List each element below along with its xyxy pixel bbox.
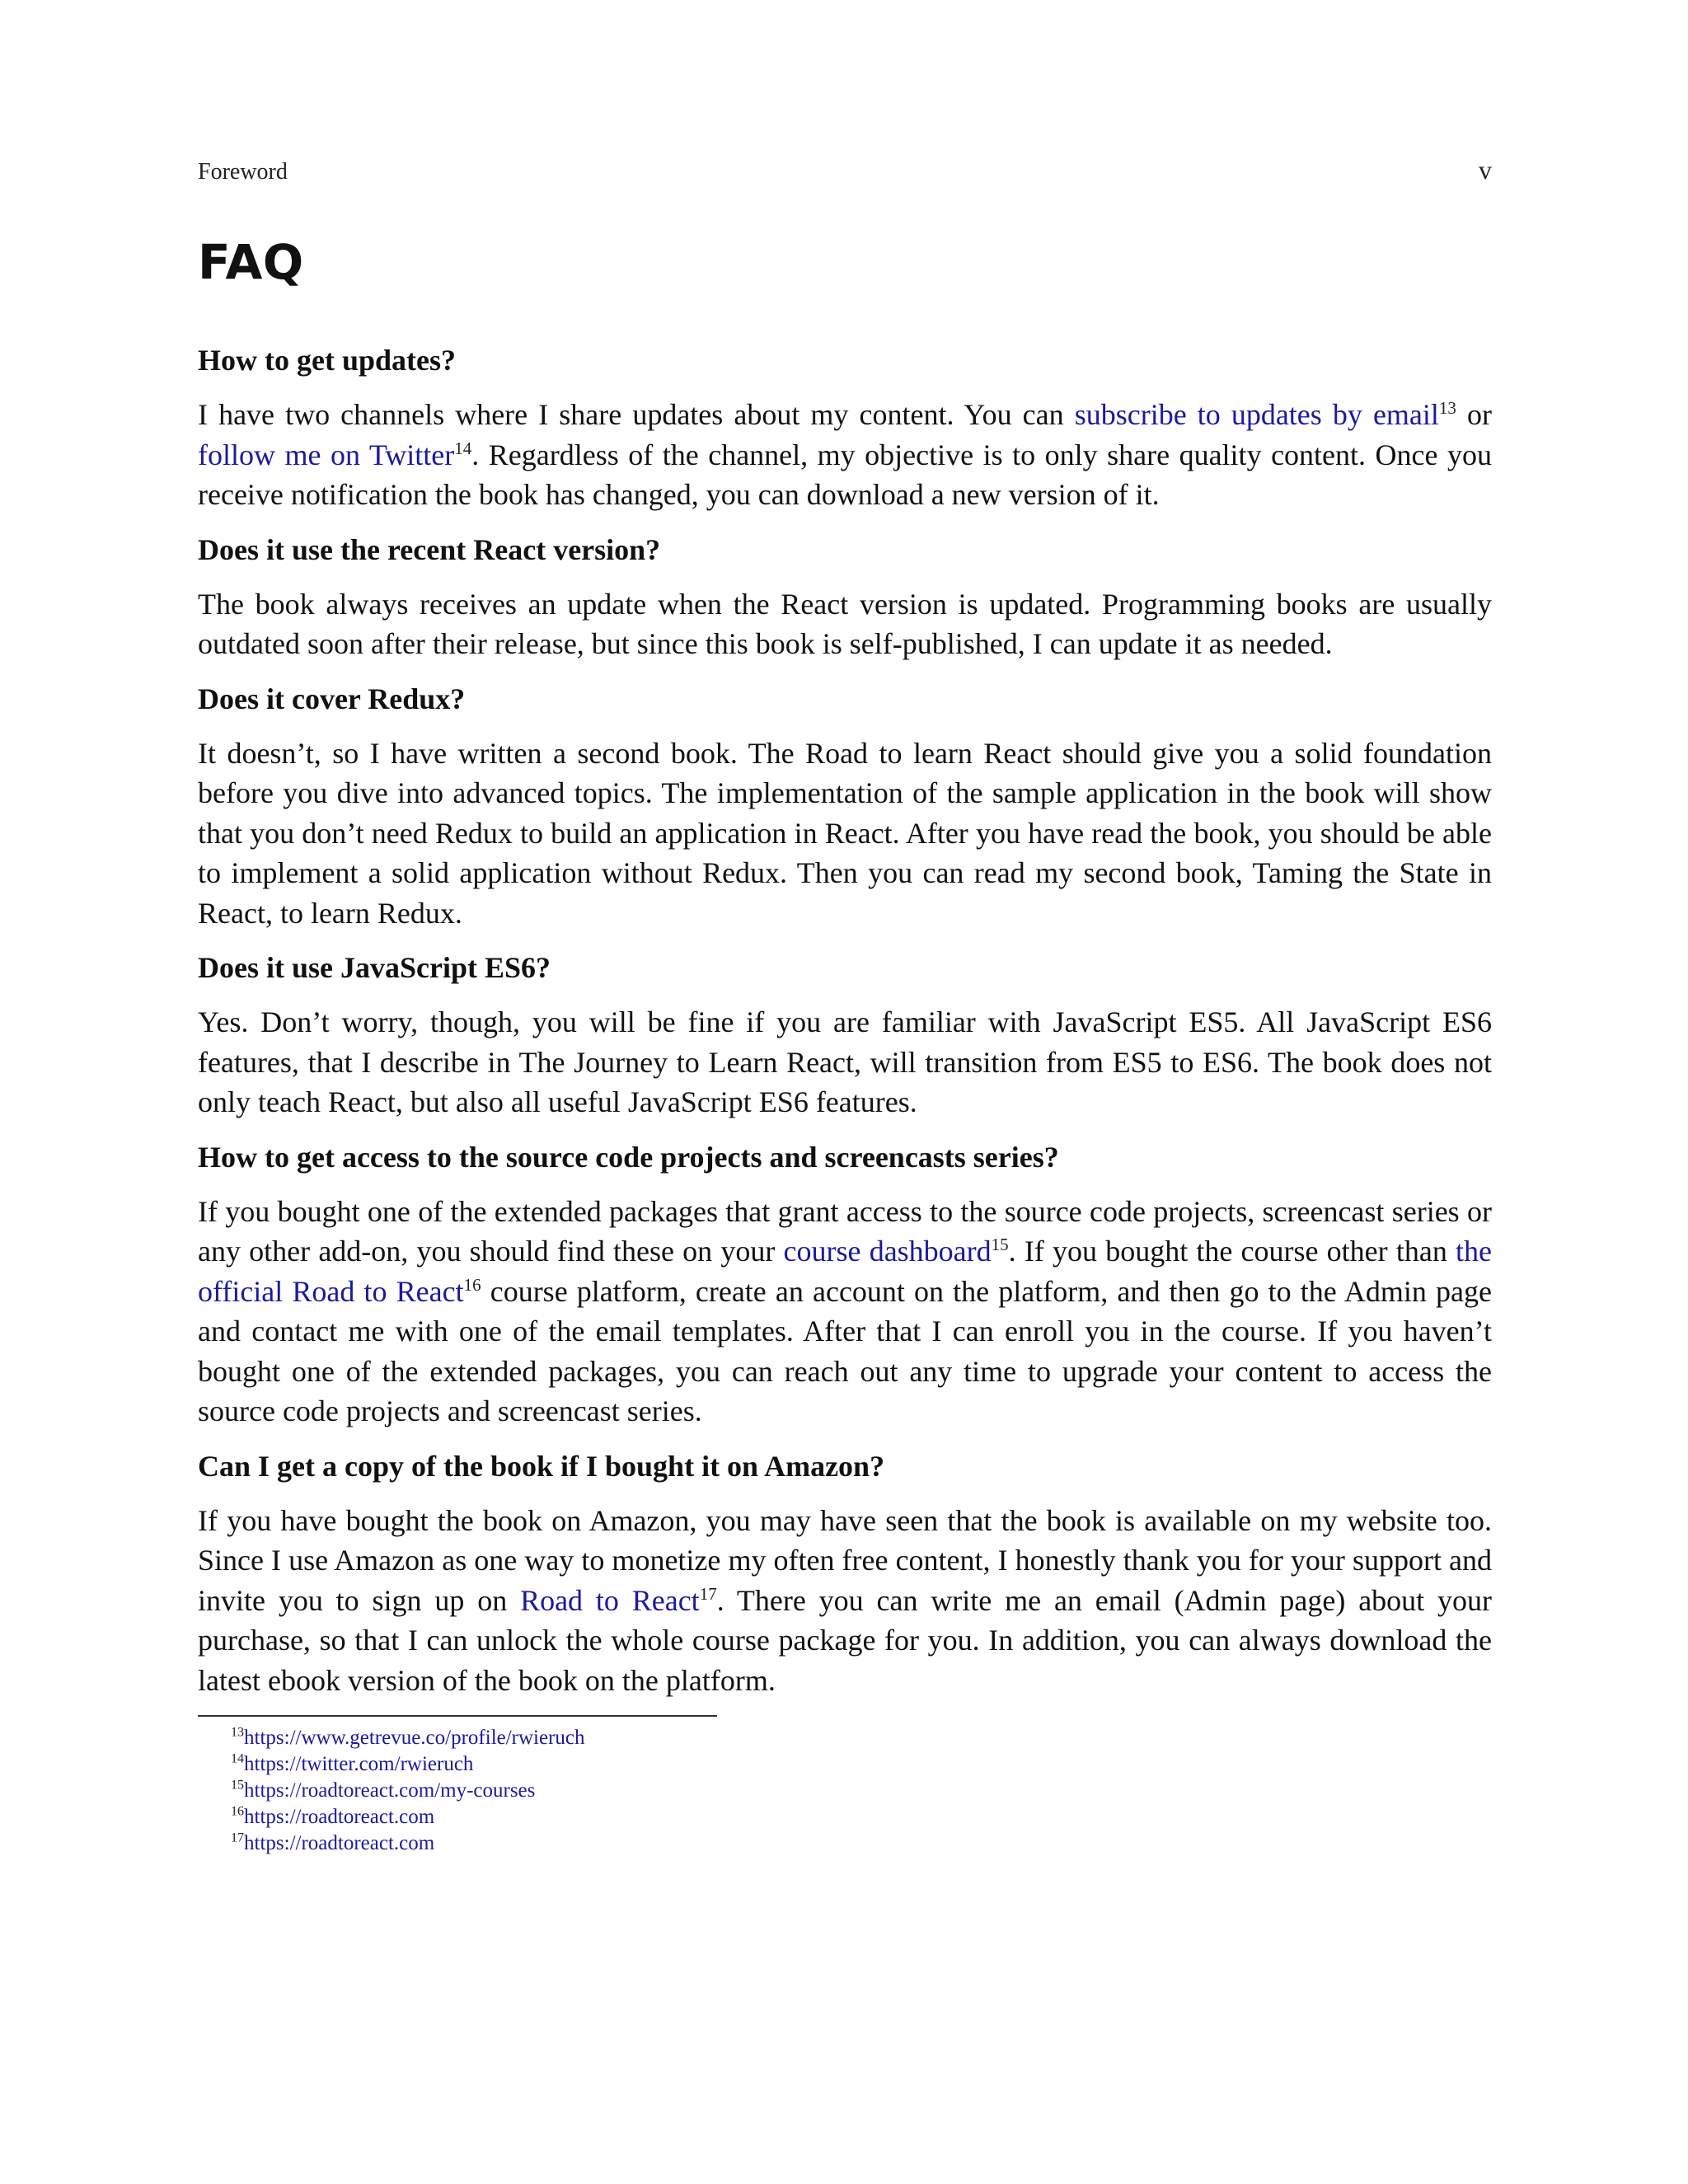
footnote-item [231, 1804, 1492, 1830]
faq-question: Can I get a copy of the book if I bought it on Amazon? [198, 1449, 885, 1483]
footnote-number: 15 [231, 1778, 244, 1793]
answer-text: I have two channels where I share updates about my content. You can [198, 398, 1075, 431]
faq-answer [198, 1192, 1492, 1432]
footnote-number: 16 [231, 1804, 244, 1819]
inline-link[interactable]: Road to React [520, 1583, 700, 1617]
faq-question: Does it use the recent React version? [198, 532, 661, 566]
faq-item [198, 679, 1492, 934]
footnote-divider [198, 1715, 717, 1717]
page-number: v [1479, 155, 1492, 185]
footnote-item [231, 1778, 1492, 1804]
faq-answer [198, 584, 1492, 664]
answer-text: . There you can write me an email (Admin page) about your purchase, so that I can unlock the whole course package for you. In addition, you can always download the latest ebook version of the book on the platform. [198, 1583, 1493, 1697]
faq-list [198, 340, 1492, 1700]
footnote-link[interactable]: https://twitter.com/rwieruch [244, 1753, 474, 1775]
faq-answer [198, 733, 1492, 934]
footnote-link[interactable]: https://roadtoreact.com [244, 1806, 435, 1828]
footnote-number: 14 [231, 1751, 244, 1766]
faq-item [198, 948, 1492, 1122]
footnote-list [198, 1725, 1492, 1857]
footnote-item [231, 1751, 1492, 1778]
footnote-link[interactable]: https://roadtoreact.com/my-courses [244, 1779, 536, 1802]
answer-text: It doesn’t, so I have written a second book. The Road to learn React should give you a solid foundation before you dive into advanced topics. The implementation of the sample application in the book will show that you don’t need Redux to build an application in React. After you have read the book, you should be able to implement a solid application without Redux. Then you can read my second book, Taming the State in React, to learn Redux. [198, 736, 1492, 930]
running-header [198, 155, 1492, 185]
faq-item [198, 530, 1492, 664]
faq-answer [198, 1002, 1492, 1122]
answer-text: . If you bought the course other than [1008, 1235, 1456, 1268]
footnote-number: 13 [231, 1725, 244, 1740]
footnote-reference[interactable]: 15 [991, 1235, 1009, 1254]
footnote-item [231, 1725, 1492, 1751]
footnote-reference[interactable]: 17 [699, 1583, 717, 1604]
footnote-reference[interactable]: 14 [454, 438, 472, 458]
faq-answer [198, 395, 1492, 515]
footnote-link[interactable]: https://roadtoreact.com [244, 1832, 435, 1854]
answer-text: If you have bought the book on Amazon, you may have seen that the book is available on my website too. Since I use Amazon as one way to monetize my often free content, I honestly thank you for your support and invite you to sign up on [198, 1503, 1492, 1617]
faq-question: How to get access to the source code projects and screencasts series? [198, 1140, 1059, 1174]
faq-question: Does it use JavaScript ES6? [198, 951, 551, 984]
answer-text: Yes. Don’t worry, though, you will be fine if you are familiar with JavaScript ES5. All JavaScript ES6 features, that I describe in The Journey to Learn React, will transition from ES5 to ES6. The book does not only teach React, but also all useful JavaScript ES6 features. [198, 1005, 1492, 1118]
footnote-number: 17 [231, 1830, 244, 1845]
faq-item [198, 1446, 1492, 1701]
faq-question: Does it cover Redux? [198, 682, 466, 715]
inline-link[interactable]: subscribe to updates by email [1074, 398, 1439, 431]
footnote-item [231, 1830, 1492, 1857]
inline-link[interactable]: course dashboard [783, 1235, 992, 1268]
page-title: FAQ [198, 234, 304, 290]
answer-text: or [1456, 398, 1492, 431]
answer-text: . Regardless of the channel, my objective is to only share quality content. Once you receive notification the book has changed, you can download a new version of it. [198, 438, 1492, 511]
faq-answer [198, 1501, 1492, 1701]
inline-link[interactable]: follow me on Twitter [198, 438, 455, 471]
faq-item [198, 1137, 1492, 1432]
footnote-reference[interactable]: 16 [463, 1274, 481, 1295]
answer-text: The book always receives an update when the React version is updated. Programming books are usually outdated soon after their release, but since this book is self-published, I can update it as needed. [198, 587, 1492, 660]
answer-text: course platform, create an account on the platform, and then go to the Admin page and contact me with one of the email templates. After that I can enroll you in the course. If you haven’t bought one of the extended packages, you can reach out any time to upgrade your content to access the source code projects and screencast series. [198, 1274, 1492, 1427]
document-page [198, 155, 1492, 1857]
faq-item [198, 340, 1492, 515]
footnote-reference[interactable]: 13 [1438, 398, 1456, 418]
answer-text: If you bought one of the extended packages that grant access to the source code projects, screencast series or any other add-on, you should find these on your [198, 1194, 1492, 1268]
footnote-link[interactable]: https://www.getrevue.co/profile/rwieruch [244, 1727, 585, 1749]
inline-link[interactable]: the official Road to React [198, 1235, 1492, 1308]
running-header-section: Foreword [198, 159, 288, 185]
faq-question: How to get updates? [198, 344, 456, 377]
